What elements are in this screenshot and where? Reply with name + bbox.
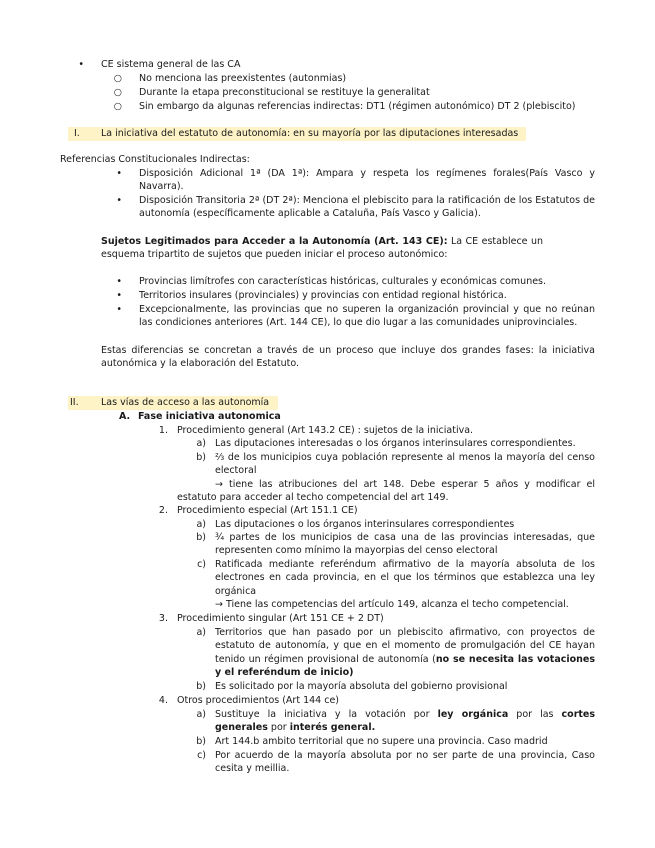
list-item: Las diputaciones interesadas o los órganos interinsulares correspondientes. xyxy=(215,438,576,449)
item-letter: a) xyxy=(196,627,206,638)
list-item: Art 144.b ambito territorial que no supere una provincia. Caso madrid xyxy=(215,736,548,747)
list-bullet: ○ xyxy=(113,87,122,98)
subsection-letter: A. xyxy=(119,411,131,422)
paragraph: Estas diferencias se concretan a través de un proceso que incluye dos grandes fases: la iniciativa autonómica y la elaboración del Estatuto. xyxy=(101,345,595,370)
arrow-note: → Tiene las competencias del artículo 149, alcanza el techo competencial. xyxy=(215,599,569,610)
list-item: Territorios insulares (provinciales) y provincias con entidad regional histórica. xyxy=(139,290,507,301)
item-letter: b) xyxy=(196,736,206,747)
list-item: ¾ partes de los municipios de casa una de las provincias interesadas, que representen como mínimo la mayorpias del censo electoral xyxy=(215,532,595,557)
procedure-title: Procedimiento singular (Art 151 CE + 2 DT) xyxy=(177,613,384,624)
item-letter: c) xyxy=(197,559,206,570)
list-item: Excepcionalmente, las provincias que no superen la organización provincial y que no reúnan las condiciones anteriores (Art. 144 CE), lo que dio lugar a las comunidades uniprovinciales. xyxy=(139,304,595,329)
item-text: por xyxy=(267,722,290,734)
list-item: Es solicitado por la mayoría absoluta del gobierno provisional xyxy=(215,681,508,692)
bold-term: Sujetos Legitimados para Acceder a la Autonomía (Art. 143 CE): xyxy=(101,236,448,247)
list-bullet: • xyxy=(116,290,122,301)
item-text: por las xyxy=(508,709,562,720)
list-bullet: • xyxy=(78,59,84,70)
list-item: Provincias limítrofes con características históricas, culturales y económicas comunes. xyxy=(139,276,547,287)
list-item xyxy=(215,708,595,735)
list-bullet: • xyxy=(116,195,122,206)
bold-term: interés general. xyxy=(289,722,376,734)
item-letter: b) xyxy=(196,532,206,543)
section-heading: La iniciativa del estatuto de autonomía: en su mayoría por las diputaciones interesadas xyxy=(101,128,519,139)
item-letter: c) xyxy=(197,750,206,761)
bold-term: cortes generales xyxy=(215,709,596,734)
subsection-heading: Fase iniciativa autonomica xyxy=(138,411,281,422)
bold-term: no se necesita las votaciones y el referéndum de inicio) xyxy=(215,653,596,679)
item-number: 1. xyxy=(158,425,168,436)
section-numeral: I. xyxy=(74,128,80,139)
list-item xyxy=(215,626,595,680)
item-number: 4. xyxy=(158,695,168,706)
paragraph-text: La CE establece un esquema tripartito de sujetos que pueden iniciar el proceso autonómico: xyxy=(101,236,543,261)
item-letter: a) xyxy=(196,519,206,530)
procedure-title: Procedimiento general (Art 143.2 CE) : sujetos de la iniciativa. xyxy=(177,425,474,436)
item-text: Sustituye la iniciativa y la votación por xyxy=(215,709,438,720)
list-bullet: • xyxy=(116,168,122,179)
refs-label: Referencias Constitucionales Indirectas: xyxy=(60,154,250,165)
item-letter: b) xyxy=(196,681,206,692)
list-bullet: • xyxy=(116,304,122,315)
list-item: Por acuerdo de la mayoría absoluta por no ser parte de una provincia, Caso cesita y meillia. xyxy=(215,750,595,775)
item-letter: a) xyxy=(196,709,206,720)
list-item: No menciona las preexistentes (autonmias) xyxy=(139,73,347,84)
procedure-title: Procedimiento especial (Art 151.1 CE) xyxy=(177,505,358,516)
list-item: Ratificada mediante referéndum afirmativo de la mayoría absoluta de los electrones en cada provincia, en el que los términos que establezca una ley orgánica xyxy=(215,559,595,597)
item-number: 2. xyxy=(158,505,168,516)
item-letter: b) xyxy=(196,452,206,463)
list-item: ⅔ de los municipios cuya población represente al menos la mayoría del censo electoral xyxy=(215,452,595,477)
paragraph xyxy=(101,235,543,262)
bold-term: ley orgánica xyxy=(437,709,509,720)
list-item: Sin embargo da algunas referencias indirectas: DT1 (régimen autonómico) DT 2 (plebiscito) xyxy=(139,101,576,112)
list-item: Las diputaciones o los órganos interinsulares correspondientes xyxy=(215,519,515,530)
procedure-title: Otros procedimientos (Art 144 ce) xyxy=(177,695,340,706)
list-item: Disposición Transitoria 2ª (DT 2ª): Menciona el plebiscito para la ratificación de los Estatutos de autonomía (específicamente aplicable a Cataluña, País Vasco y Galicia). xyxy=(139,195,595,220)
section-numeral: II. xyxy=(70,397,79,408)
item-text: Territorios que han pasado por un plebiscito afirmativo, con proyectos de estatuto de autonomía, y que en el momento de promulgación del CE hayan tenido un régimen provisional de autonomía ( xyxy=(215,627,595,665)
list-bullet: • xyxy=(116,276,122,287)
item-number: 3. xyxy=(158,613,168,624)
list-item: CE sistema general de las CA xyxy=(101,59,241,70)
list-bullet: ○ xyxy=(113,101,122,112)
item-letter: a) xyxy=(196,438,206,449)
list-item: Disposición Adicional 1ª (DA 1ª): Ampara y respeta los regímenes forales(País Vasco y Navarra). xyxy=(139,168,595,193)
section-heading: Las vías de acceso a las autonomía xyxy=(101,397,270,408)
list-item: Durante la etapa preconstitucional se restituye la generalitat xyxy=(139,87,430,98)
list-bullet: ○ xyxy=(113,73,122,84)
arrow-note: → tiene las atribuciones del art 148. Debe esperar 5 años y modificar el estatuto para acceder al techo competencial del art 149. xyxy=(177,479,595,504)
